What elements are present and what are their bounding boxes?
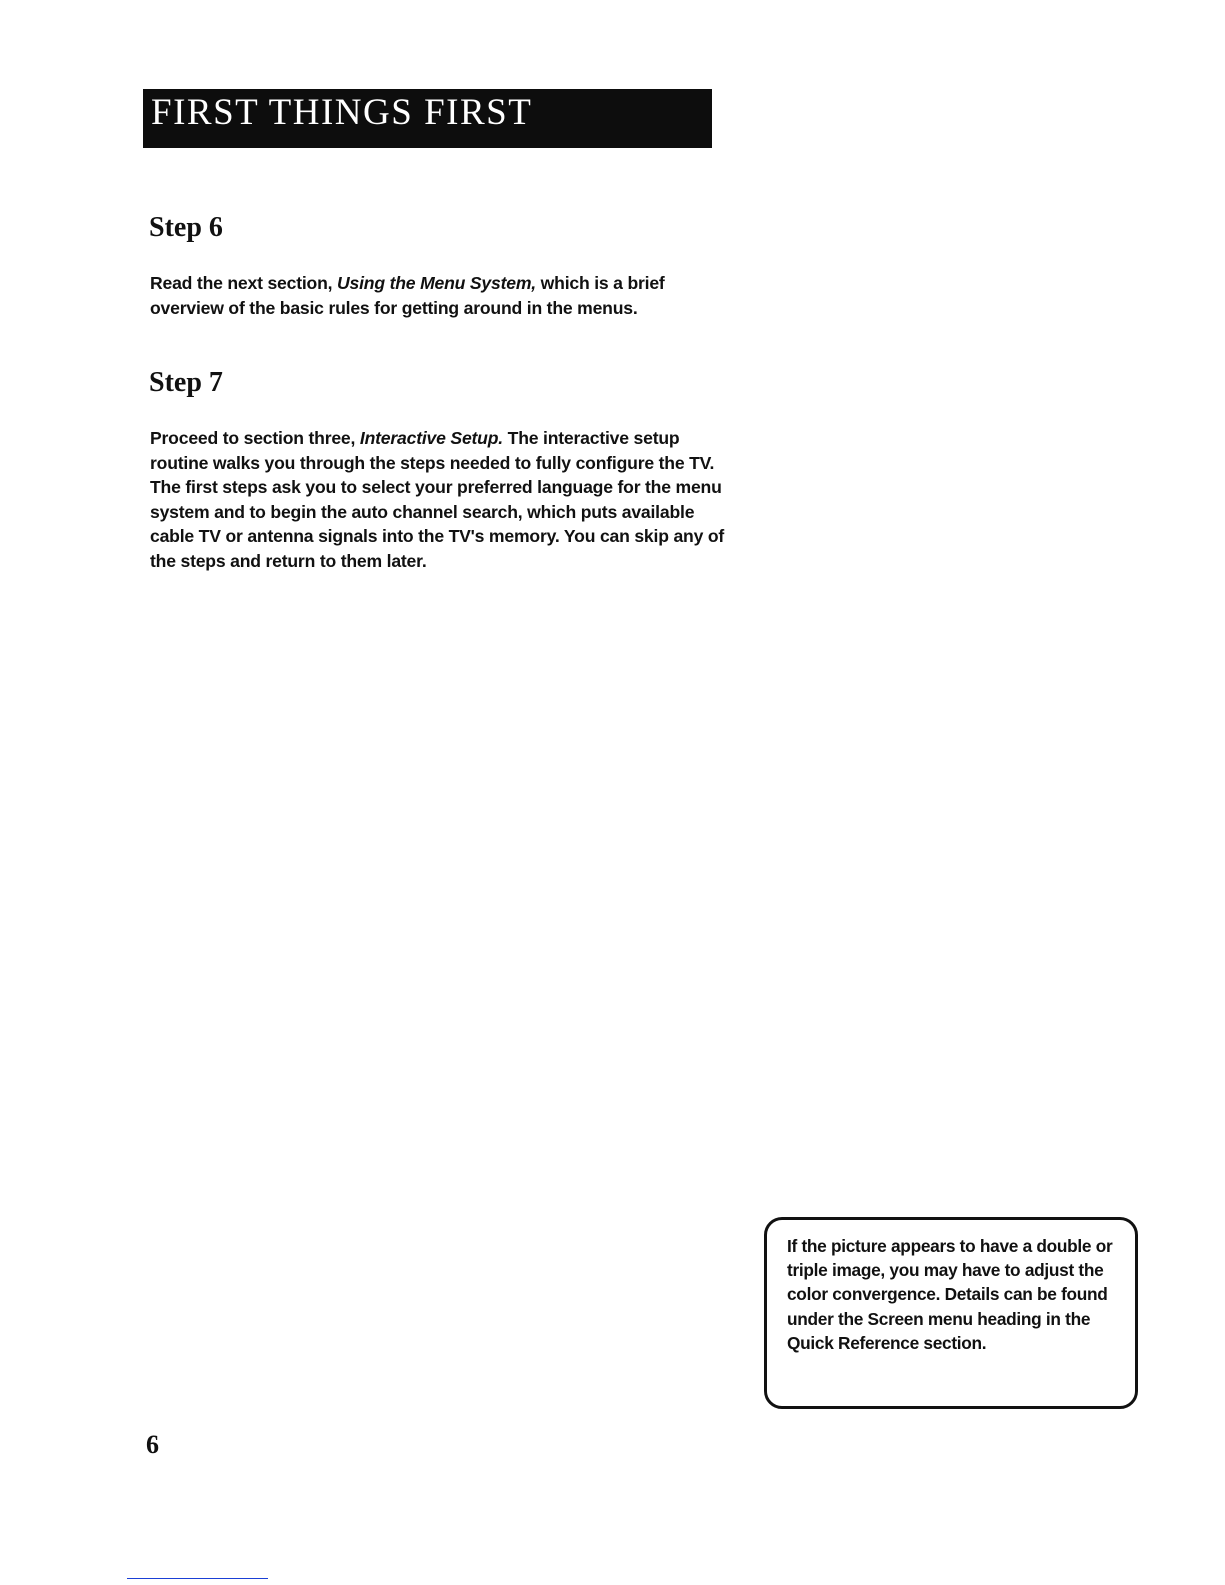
page-number: 6 — [146, 1430, 159, 1459]
step-6-text-italic: Using the Menu System, — [337, 273, 536, 293]
step-7-text — [150, 426, 730, 573]
section-header-bar — [143, 89, 712, 148]
step-6-text-end: which is a brief overview of the basic rules for getting around in the menus. — [150, 273, 665, 318]
step-6-heading: Step 6 — [149, 212, 223, 243]
step-7-text-end: The interactive setup routine walks you through the steps needed to fully configure the TV. The first steps ask you to select your preferred language for the menu system and to begin the auto channel search, which puts available cable TV or antenna signals into the TV's memory. You can skip any of the steps and return to them later. — [150, 428, 725, 571]
step-6-text — [150, 271, 730, 320]
step-7-heading: Step 7 — [149, 367, 223, 398]
step-6-text-start: Read the next section, — [150, 273, 338, 293]
convergence-note-text: If the picture appears to have a double or triple image, you may have to adjust the color convergence. Details can be found under the Screen menu heading in the Quick Reference section. — [787, 1236, 1113, 1353]
step-7-text-italic: Interactive Setup. — [359, 428, 503, 448]
section-title: FIRST THINGS FIRST — [151, 92, 533, 133]
bottom-rule — [127, 1578, 268, 1579]
step-7-text-start: Proceed to section three, — [150, 428, 360, 448]
convergence-note-box — [764, 1217, 1138, 1409]
